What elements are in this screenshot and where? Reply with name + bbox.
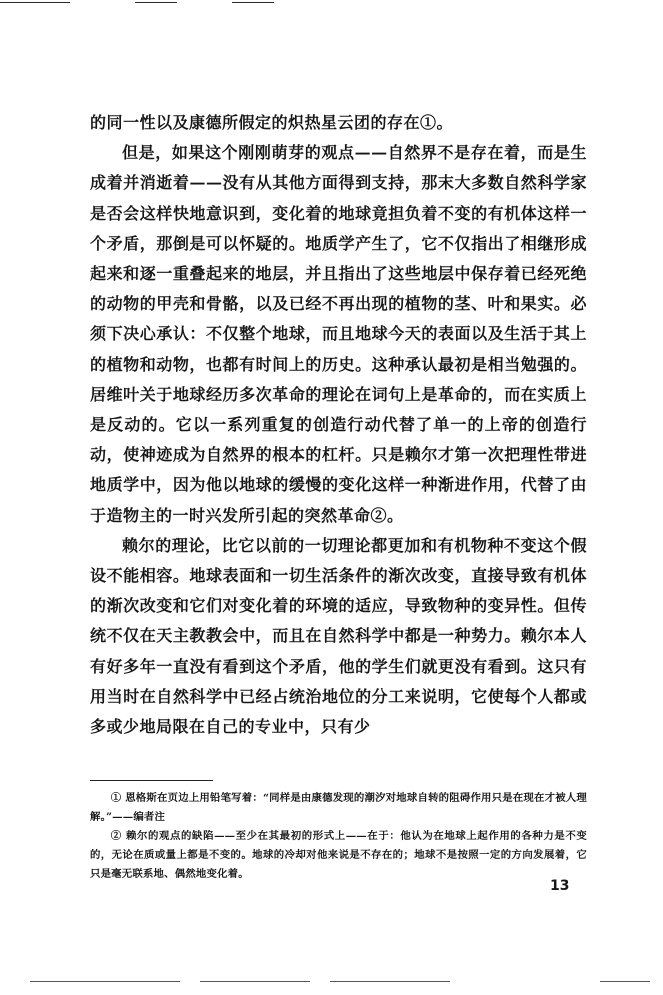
paragraph-2-text-a: 但是，如果这个刚刚萌芽的观点——自然界不是 [122,143,471,163]
footnote-1: ① 恩格斯在页边上用铅笔写着：“同样是由康德发现的潮汐对地球自转的阻碍作用只是在现在才被人理解。”——编者注 [90,792,587,823]
paragraph-1: 的同一性以及康德所假定的炽热星云团的存在①。 [90,113,454,132]
scan-edge-line [30,981,180,982]
paragraph-2-text-b: ，而是 [520,143,571,163]
main-text [90,108,587,742]
paragraph-3: 赖尔的理论，比它以前的一切理论都更加和有机物种不变这个假设不能相容。地球表面和一切生活条件的渐次改变，直接导致有机体的渐次改变和它们对变化着的环境的适应，导致物种的变异性。但传统不仅在天主教教会中，而且在自然科学中都是一种势力。赖尔本人有好多年一直没有看到这个矛盾，他的学生们就更没有看到。这只有用当时在自然科学中已经占统治地位的分工来说明，它使每个人都或多或少地局限在自己的专业中，只有少 [90,535,587,737]
scan-edge-line [0,2,70,3]
page-number: 13 [550,878,570,894]
paragraph-2-text-c: ——没有从其他方面得到支持，那末大多数自然科学家是否会这样快地意识到，变化着的地球竟担负着不变的有机体这样一个矛盾，那倒是可以怀疑的。地质学产生了，它不仅指出了相继形成起来和逐一重叠起来的地层，并且指出了这些地层中保存着已经死绝的动物的甲壳和骨骼，以及已经不再出现的植物的茎、叶和果实。必须下决心承认：不仅整个地球，而且地球今天的表面以及生活于其上的植物和动物，也都有时间上的历史。这种承认最初是相当勉强的。居维叶关于地球经历多次革命的理论在词句上是革命的，而在实质上是反动的。它以一系列重复的创造行动代替了单一的上帝的创造行动，使神迹成为自然界的根本的杠杆。只是赖尔才第一次把理性带进地质学中，因为他以地球的缓慢的变化这样一种渐进作用，代替了由于造物主的一时兴发所引起的突然革命②。 [90,173,587,525]
emphasis-becoming: 生成着并消逝着 [90,143,587,193]
footnote-rule [90,780,213,781]
footnotes [90,789,587,884]
paragraph-2 [90,138,587,531]
emphasis-existing: 存在着 [470,143,521,163]
scan-edge-line [135,2,177,3]
footnote-2: ② 赖尔的观点的缺陷——至少在其最初的形式上——在于：他认为在地球上起作用的各种力是不变的，无论在质或量上都是不变的。地球的冷却对他来说是不存在的；地球不是按照一定的方向发展着，它只是毫无联系地、偶然地变化着。 [90,830,587,880]
scan-edge-line [600,981,650,982]
scan-edge-line [330,981,450,982]
scan-edge-line [232,2,274,3]
scan-edge-line [200,981,310,982]
